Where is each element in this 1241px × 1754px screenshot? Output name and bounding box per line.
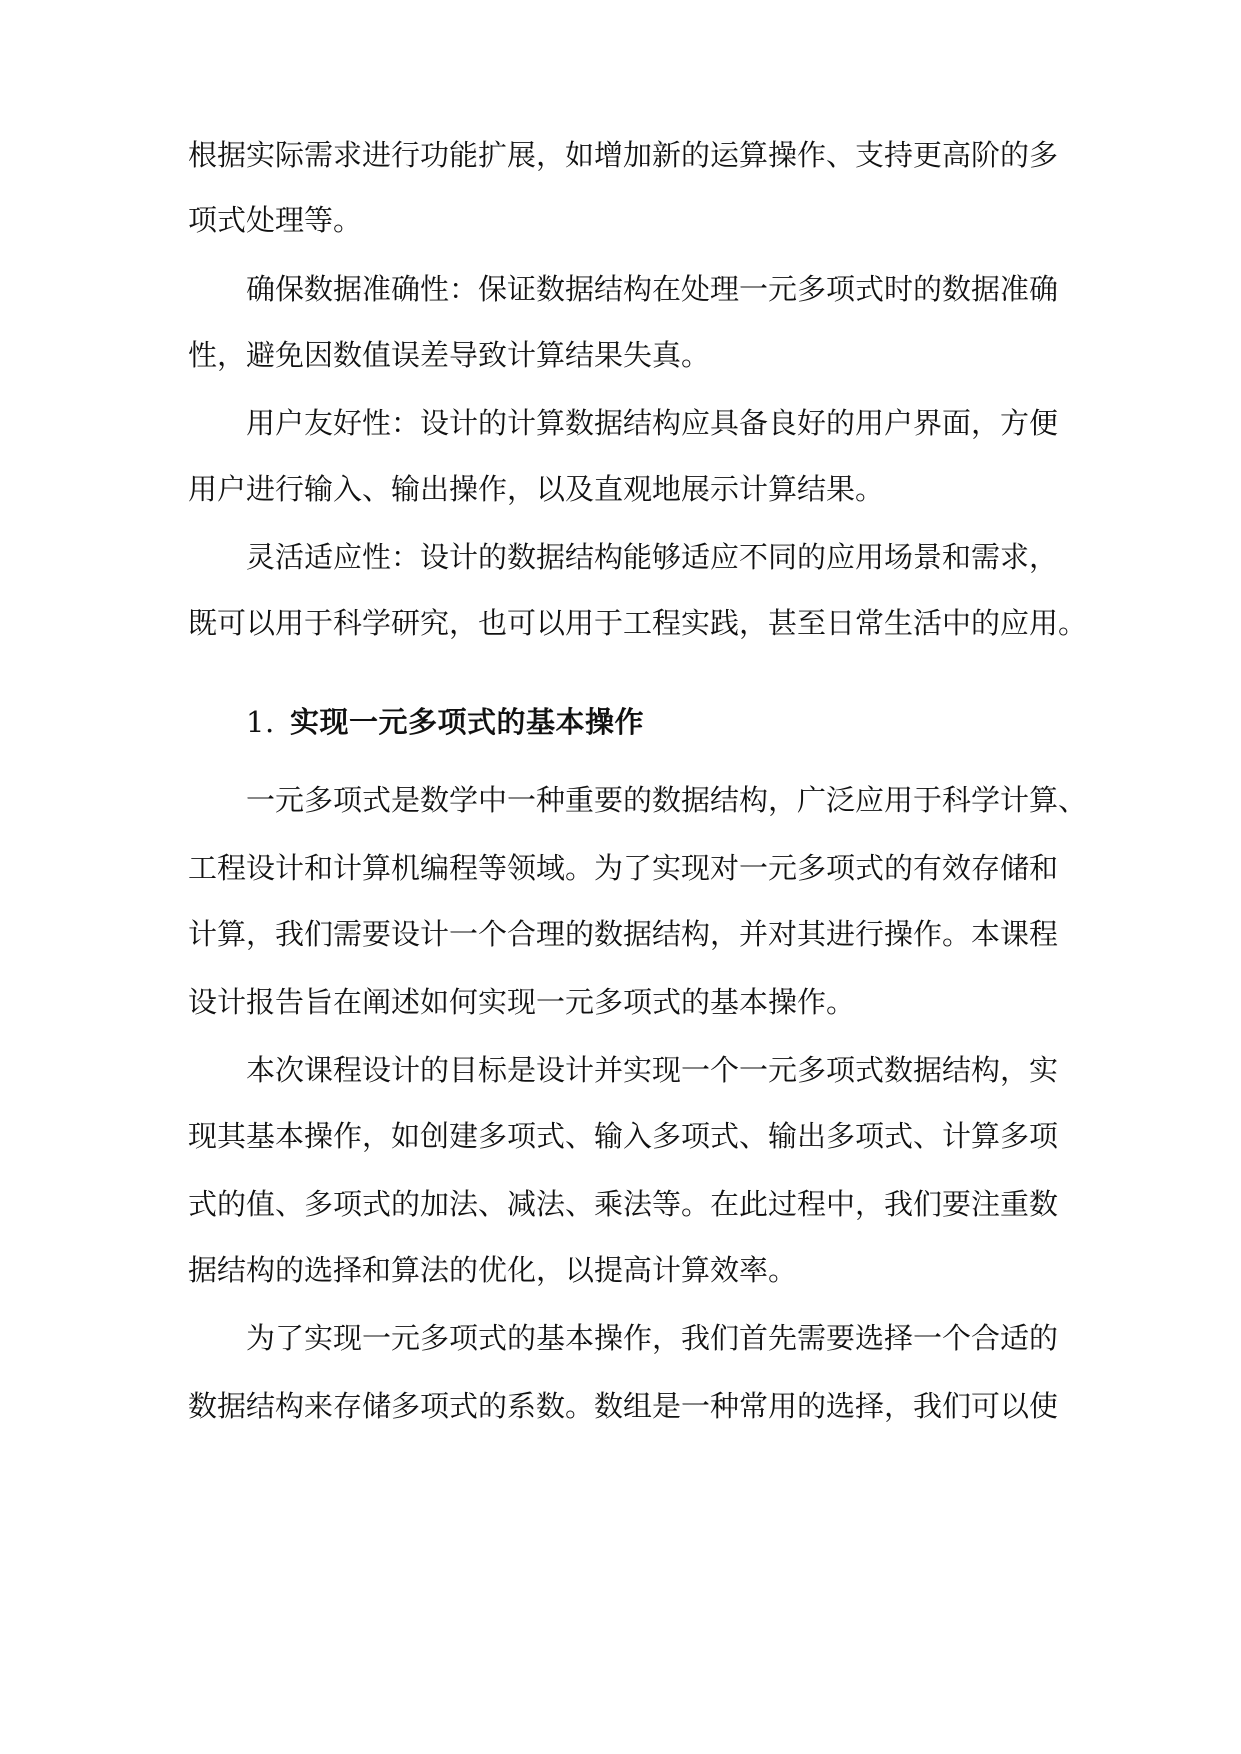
- text-line: 一元多项式是数学中一种重要的数据结构，广泛应用于科学计算、: [246, 783, 1088, 817]
- text-line: 为了实现一元多项式的基本操作，我们首先需要选择一个合适的: [246, 1321, 1059, 1355]
- text-line: 项式处理等。: [188, 203, 363, 237]
- text-line: 本次课程设计的目标是设计并实现一个一元多项式数据结构，实: [246, 1053, 1059, 1087]
- text-line: 据结构的选择和算法的优化，以提高计算效率。: [188, 1253, 798, 1287]
- text-line: 用户进行输入、输出操作，以及直观地展示计算结果。: [188, 472, 885, 506]
- text-line: 根据实际需求进行功能扩展，如增加新的运算操作、支持更高阶的多: [188, 138, 1059, 172]
- text-line: 灵活适应性：设计的数据结构能够适应不同的应用场景和需求，: [246, 540, 1059, 574]
- section-title: 实现一元多项式的基本操作: [290, 705, 645, 739]
- text-line: 数据结构来存储多项式的系数。数组是一种常用的选择，我们可以使: [188, 1389, 1059, 1423]
- text-line: 设计报告旨在阐述如何实现一元多项式的基本操作。: [188, 985, 856, 1019]
- text-line: 计算，我们需要设计一个合理的数据结构，并对其进行操作。本课程: [188, 917, 1059, 951]
- text-line: 用户友好性：设计的计算数据结构应具备良好的用户界面，方便: [246, 406, 1059, 440]
- text-line: 既可以用于科学研究，也可以用于工程实践，甚至日常生活中的应用。: [188, 606, 1088, 640]
- text-line: 工程设计和计算机编程等领域。为了实现对一元多项式的有效存储和: [188, 851, 1059, 885]
- section-heading: [246, 705, 1048, 739]
- text-line: 现其基本操作，如创建多项式、输入多项式、输出多项式、计算多项: [188, 1119, 1059, 1153]
- text-line: 式的值、多项式的加法、减法、乘法等。在此过程中，我们要注重数: [188, 1187, 1059, 1221]
- text-line: 确保数据准确性：保证数据结构在处理一元多项式时的数据准确: [246, 272, 1059, 306]
- text-line: 性，避免因数值误差导致计算结果失真。: [188, 338, 711, 372]
- section-number: 1.: [246, 705, 275, 739]
